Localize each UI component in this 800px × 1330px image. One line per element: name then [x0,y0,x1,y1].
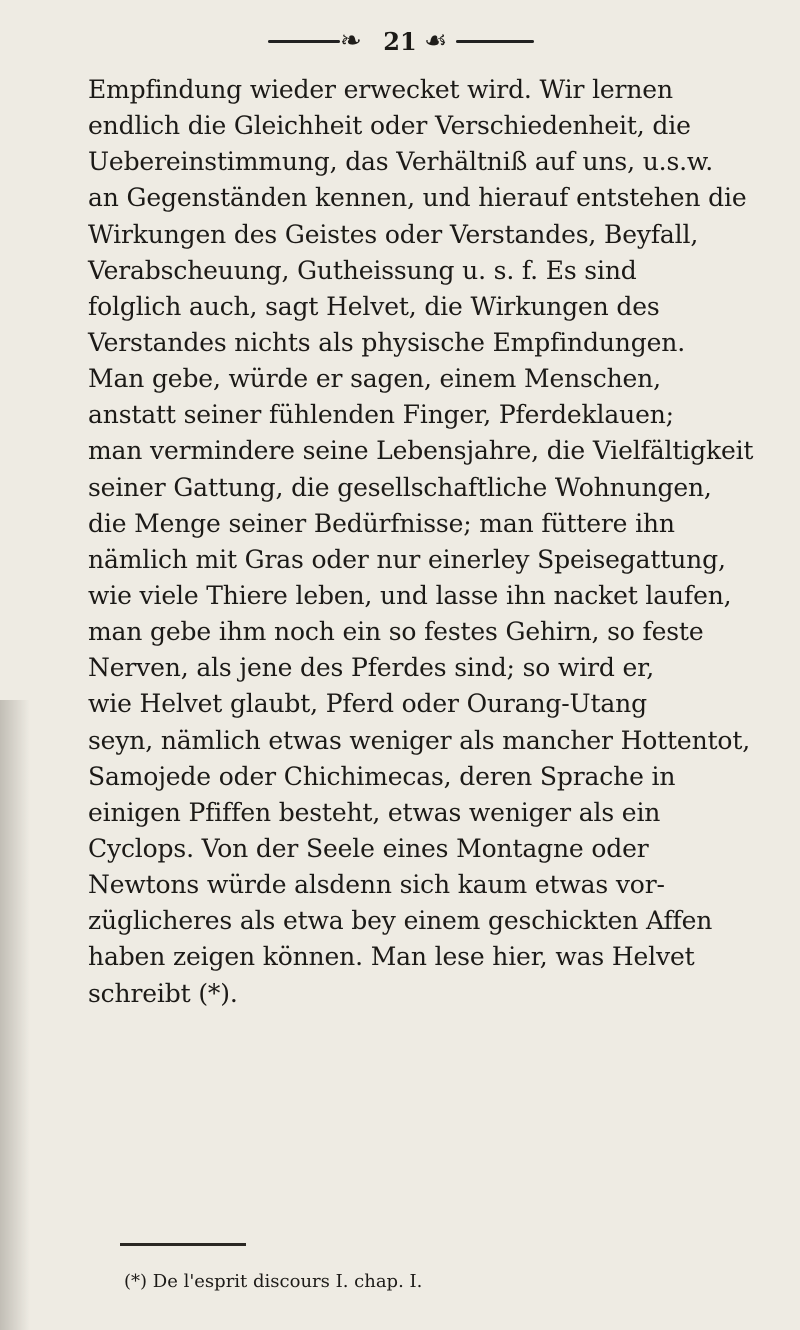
footnote-rule [120,1243,246,1246]
text-line: Empfindung wieder erwecket wird. Wir lernen [88,75,673,104]
text-line: Verstandes nichts als physische Empfindungen. [88,327,685,357]
text-line: wie viele Thiere leben, und lasse ihn nacket laufen, [88,580,732,610]
text-line: nämlich mit Gras oder nur einerley Speisegattung, [88,544,726,574]
text-line: wie Helvet glaubt, Pferd oder Ourang-Utang [88,689,647,719]
header-rule-left [268,40,340,43]
text-line: einigen Pfiffen besteht, etwas weniger als ein [88,797,661,827]
ornament-left-icon: ❧ [340,26,362,56]
text-line: folglich auch, sagt Helvet, die Wirkungen des [88,291,660,321]
text-line: züglicheres als etwa bey einem geschickten Affen [88,906,713,936]
header-rule-right [456,40,534,43]
footnote: (*) De l'esprit discours I. chap. I. [124,1271,423,1292]
text-line: endlich die Gleichheit oder Verschiedenheit, die [88,111,691,141]
text-line: seyn, nämlich etwas weniger als mancher Hottentot, [88,725,751,755]
text-line: Verabscheuung, Gutheissung u. s. f. Es sind [88,255,637,285]
text-line: an Gegenständen kennen, und hierauf entstehen die [88,183,747,213]
body-text [88,72,788,1012]
text-line: anstatt seiner fühlenden Finger, Pferdeklauen; [88,400,674,430]
text-line: Cyclops. Von der Seele eines Montagne oder [88,833,649,863]
page-header [0,22,800,62]
text-line: Newtons würde alsdenn sich kaum etwas vor- [88,870,665,900]
text-line: Nerven, als jene des Pferdes sind; so wird er, [88,653,655,683]
text-line: man gebe ihm noch ein so festes Gehirn, so feste [88,617,704,647]
page-edge-shadow [0,700,30,1330]
text-line: schreibt (*). [88,978,238,1008]
text-line: Wirkungen des Geistes oder Verstandes, Beyfall, [88,219,699,249]
text-line: man verminderе seine Lebensjahre, die Vielfältigkeit [88,436,754,466]
ornament-right-icon: ☙ [424,26,448,56]
page-number: 21 [383,27,417,56]
text-line: Man gebe, würde er sagen, einem Menschen, [88,364,661,394]
text-line: Samojede oder Chichimecas, deren Sprache in [88,761,676,791]
text-line: haben zeigen können. Man lese hier, was Helvet [88,942,695,972]
text-line: seiner Gattung, die gesellschaftliche Wohnungen, [88,472,712,502]
text-line: Uebereinstimmung, das Verhältniß auf uns, u.s.w. [88,147,714,177]
text-line: die Menge seiner Bedürfnisse; man füttere ihn [88,508,675,538]
